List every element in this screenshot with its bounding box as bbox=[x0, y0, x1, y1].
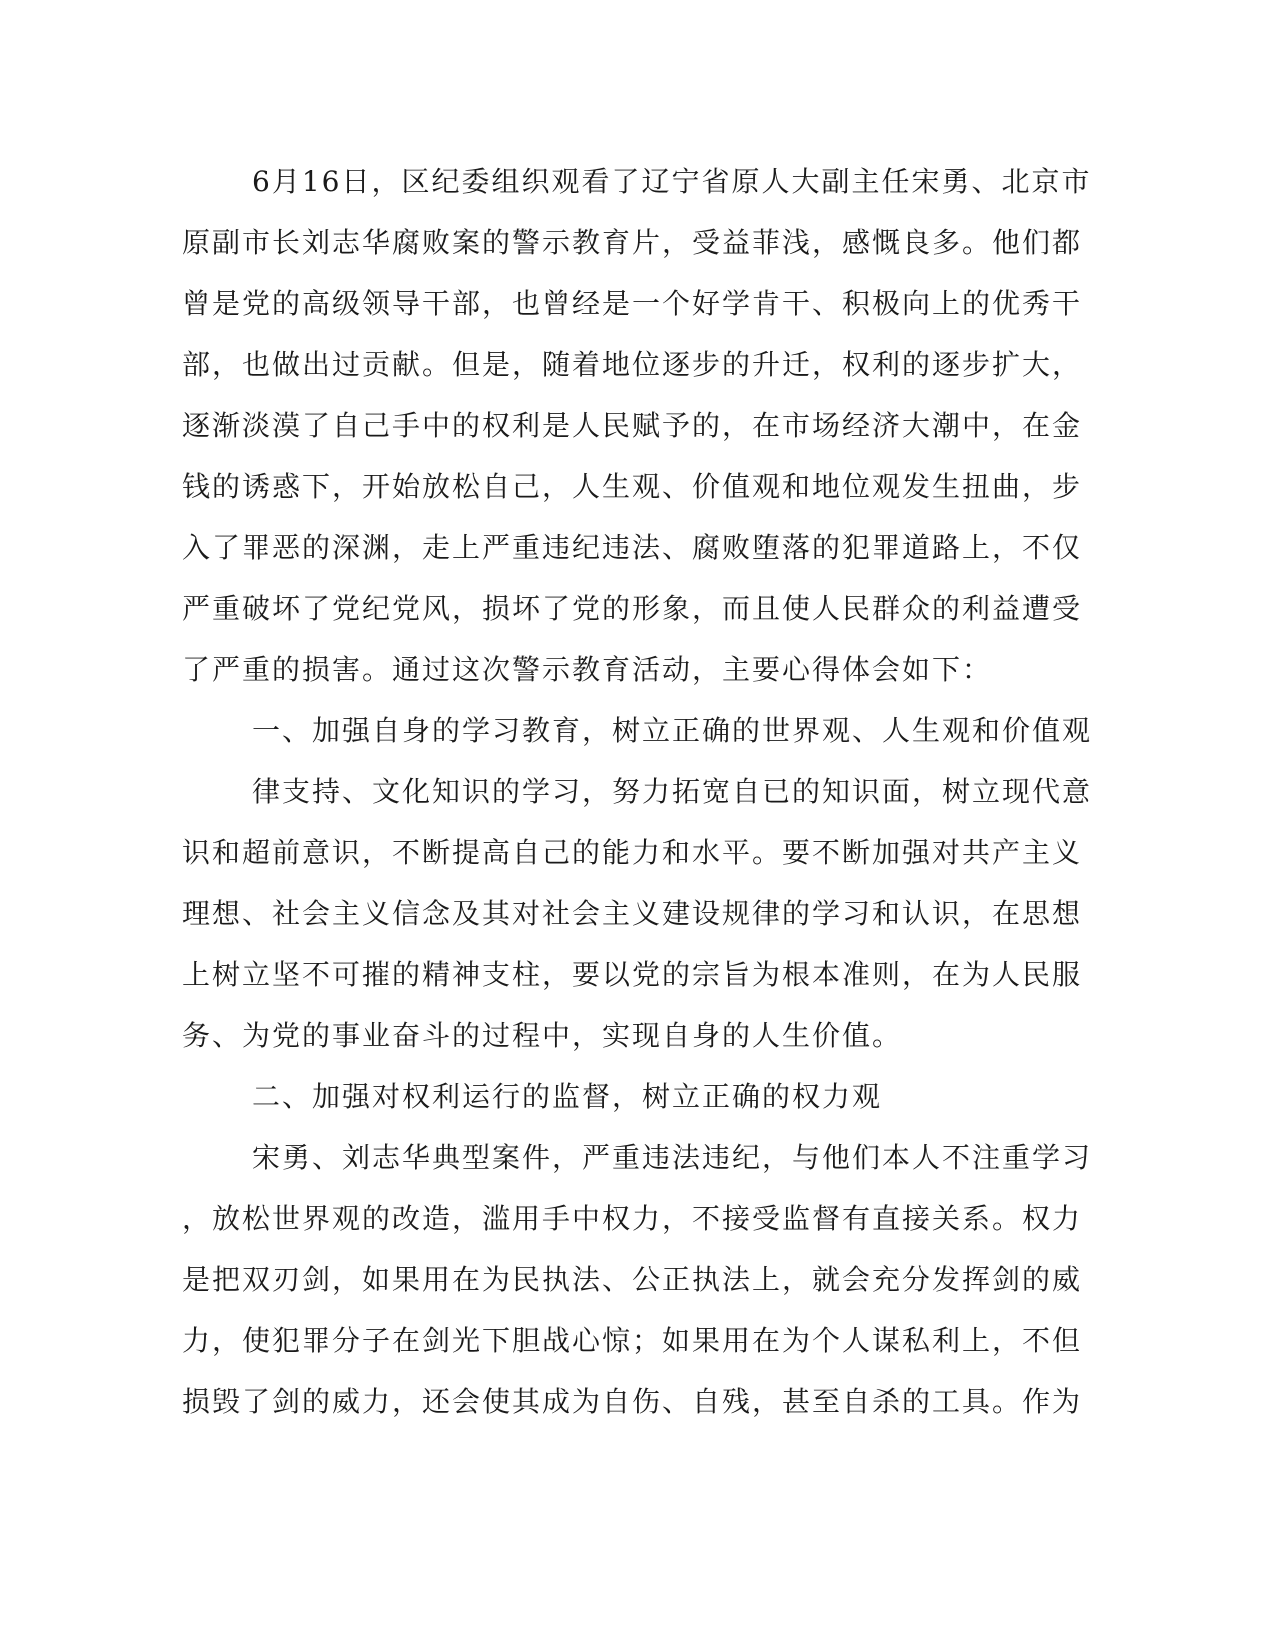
text-line: 理想、社会主义信念及其对社会主义建设规律的学习和认识，在思想 bbox=[182, 897, 1083, 930]
text-line: 原副市长刘志华腐败案的警示教育片，受益菲浅，感慨良多。他们都 bbox=[182, 226, 1083, 259]
text-line: 宋勇、刘志华典型案件，严重违法违纪，与他们本人不注重学习 bbox=[252, 1141, 1093, 1174]
text-line: 严重破坏了党纪党风，损坏了党的形象，而且使人民群众的利益遭受 bbox=[182, 592, 1083, 625]
section-heading-2: 二、加强对权利运行的监督，树立正确的权力观 bbox=[252, 1080, 883, 1113]
text-line: 力，使犯罪分子在剑光下胆战心惊；如果用在为个人谋私利上，不但 bbox=[182, 1324, 1083, 1357]
text-line: 部，也做出过贡献。但是，随着地位逐步的升迁，权利的逐步扩大， bbox=[182, 348, 1083, 381]
text-line: 钱的诱惑下，开始放松自己，人生观、价值观和地位观发生扭曲，步 bbox=[182, 470, 1083, 503]
text-line: 识和超前意识，不断提高自己的能力和水平。要不断加强对共产主义 bbox=[182, 836, 1083, 869]
text-line: 逐渐淡漠了自己手中的权利是人民赋予的，在市场经济大潮中，在金 bbox=[182, 409, 1083, 442]
text-line: 是把双刃剑，如果用在为民执法、公正执法上，就会充分发挥剑的威 bbox=[182, 1263, 1083, 1296]
text-line: 了严重的损害。通过这次警示教育活动，主要心得体会如下： bbox=[182, 653, 993, 686]
text-line: 曾是党的高级领导干部，也曾经是一个好学肯干、积极向上的优秀干 bbox=[182, 287, 1083, 320]
section-heading-1: 一、加强自身的学习教育，树立正确的世界观、人生观和价值观 bbox=[252, 714, 1093, 747]
text-line: ，放松世界观的改造，滥用手中权力，不接受监督有直接关系。权力 bbox=[182, 1202, 1083, 1235]
text-line: 律支持、文化知识的学习，努力拓宽自已的知识面，树立现代意 bbox=[252, 775, 1093, 808]
text-line: 务、为党的事业奋斗的过程中，实现自身的人生价值。 bbox=[182, 1019, 903, 1052]
body-text bbox=[182, 160, 1093, 1441]
text-line: 损毁了剑的威力，还会使其成为自伤、自残，甚至自杀的工具。作为 bbox=[182, 1385, 1083, 1418]
text-line: 入了罪恶的深渊，走上严重违纪违法、腐败堕落的犯罪道路上，不仅 bbox=[182, 531, 1083, 564]
text-line: 6月16日，区纪委组织观看了辽宁省原人大副主任宋勇、北京市 bbox=[252, 165, 1092, 198]
text-line: 上树立坚不可摧的精神支柱，要以党的宗旨为根本准则，在为人民服 bbox=[182, 958, 1083, 991]
